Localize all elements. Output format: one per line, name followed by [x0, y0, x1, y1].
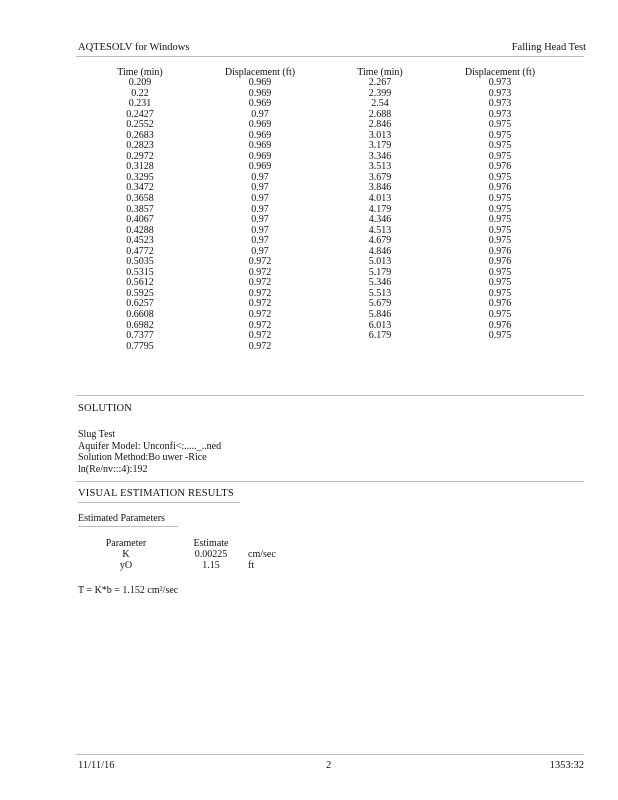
displacement-value: 0.975 — [488, 171, 512, 183]
param-estimate: 1.15 — [202, 560, 220, 571]
time-value: 3.179 — [368, 140, 392, 152]
displacement-value: 0.975 — [488, 150, 512, 162]
displacement-value: 0.975 — [488, 235, 512, 247]
displacement-value: 0.975 — [488, 140, 512, 152]
param-unit: ft — [248, 560, 255, 571]
displacement-value: 0.972 — [248, 266, 272, 278]
time-value: 4.179 — [368, 203, 392, 215]
solution-line: Aquifer Model: Unconfi<:....._..ned — [78, 440, 222, 452]
time-value: 0.4523 — [126, 235, 154, 247]
time-value: 5.179 — [368, 266, 392, 278]
col-header-disp-left: Displacement (ft) — [224, 67, 296, 78]
time-value: 0.2683 — [126, 129, 154, 141]
displacement-value: 0.973 — [488, 98, 512, 110]
column-time-left — [100, 78, 180, 352]
displacement-value: 0.969 — [248, 140, 272, 152]
footer-time: 1353:32 — [549, 760, 584, 771]
time-value: 4.846 — [368, 245, 392, 257]
time-value: 5.346 — [368, 277, 392, 289]
time-value: 3.013 — [368, 129, 392, 141]
displacement-value: 0.975 — [488, 224, 512, 236]
solution-details — [78, 429, 221, 475]
time-value: 0.231 — [128, 98, 152, 110]
transmissivity-formula: T = K*b = 1.152 cm²/sec — [78, 585, 179, 596]
visual-title-underline — [78, 502, 240, 503]
time-value: 0.3295 — [126, 171, 154, 183]
displacement-value: 0.969 — [248, 150, 272, 162]
time-value: 0.209 — [128, 77, 152, 88]
displacement-value: 0.969 — [248, 129, 272, 141]
displacement-value: 0.975 — [488, 214, 512, 226]
time-value: 4.513 — [368, 224, 392, 236]
solution-rule — [76, 481, 584, 482]
displacement-value: 0.97 — [251, 182, 269, 194]
time-value: 0.22 — [131, 87, 149, 99]
displacement-value: 0.976 — [488, 298, 512, 310]
visual-title: VISUAL ESTIMATION RESULTS — [78, 488, 234, 499]
displacement-value: 0.973 — [488, 87, 512, 99]
displacement-value: 0.975 — [488, 287, 512, 299]
displacement-value: 0.97 — [251, 245, 269, 257]
displacement-value: 0.972 — [248, 287, 272, 299]
time-value: 5.679 — [368, 298, 392, 310]
displacement-value: 0.97 — [251, 193, 269, 205]
time-value: 3.679 — [368, 171, 392, 183]
col-header-time-left: Time (min) — [117, 67, 163, 78]
footer-date: 11/11/16 — [78, 760, 115, 771]
footer-page-number: 2 — [326, 760, 332, 771]
time-value: 0.5035 — [126, 256, 154, 268]
displacement-value: 0.972 — [248, 298, 272, 310]
displacement-value: 0.97 — [251, 171, 269, 183]
time-value: 0.5315 — [126, 266, 154, 278]
solution-title: SOLUTION — [78, 403, 133, 414]
displacement-value: 0.97 — [251, 214, 269, 226]
time-value: 0.4067 — [126, 214, 154, 226]
displacement-value: 0.975 — [488, 203, 512, 215]
time-value: 0.3128 — [126, 161, 154, 173]
time-value: 0.3857 — [126, 203, 154, 215]
displacement-value: 0.97 — [251, 203, 269, 215]
displacement-value: 0.975 — [488, 330, 512, 342]
time-value: 3.346 — [368, 150, 392, 162]
time-value: 4.013 — [368, 193, 392, 205]
parameters-table — [96, 538, 298, 571]
time-value: 2.399 — [368, 87, 392, 99]
estimate-header: Estimate — [193, 538, 229, 549]
time-value: 2.688 — [368, 108, 392, 120]
time-value: 0.7795 — [126, 340, 154, 352]
displacement-value: 0.972 — [248, 330, 272, 342]
displacement-value: 0.975 — [488, 193, 512, 205]
time-value: 0.6608 — [126, 309, 154, 321]
param-unit: cm/sec — [248, 549, 276, 560]
displacement-value: 0.975 — [488, 277, 512, 289]
displacement-value: 0.972 — [248, 256, 272, 268]
time-value: 0.4772 — [126, 245, 154, 257]
time-value: 0.5612 — [126, 277, 154, 289]
time-value: 2.267 — [368, 77, 392, 88]
param-name: K — [122, 549, 130, 560]
time-value: 0.6982 — [126, 319, 154, 331]
displacement-value: 0.976 — [488, 182, 512, 194]
displacement-value: 0.969 — [248, 98, 272, 110]
solution-line: ln(Re/nv:::4):192 — [78, 463, 148, 475]
time-value: 0.5925 — [126, 287, 154, 299]
estimated-params-underline — [78, 526, 178, 527]
time-value: 0.2823 — [126, 140, 154, 152]
displacement-value: 0.969 — [248, 77, 272, 88]
param-row — [96, 549, 298, 560]
time-value: 0.4288 — [126, 224, 154, 236]
displacement-value: 0.976 — [488, 245, 512, 257]
displacement-value: 0.969 — [248, 119, 272, 131]
column-time-right — [340, 78, 420, 342]
displacement-value: 0.976 — [488, 256, 512, 268]
footer-rule — [76, 754, 584, 755]
displacement-value: 0.972 — [248, 309, 272, 321]
col-header-time-right: Time (min) — [357, 67, 403, 78]
displacement-value: 0.973 — [488, 108, 512, 120]
time-value: 0.7377 — [126, 330, 154, 342]
time-value: 5.513 — [368, 287, 392, 299]
displacement-value: 0.973 — [488, 77, 512, 88]
param-name: yO — [119, 560, 133, 571]
col-header-disp-right: Displacement (ft) — [464, 67, 536, 78]
time-value: 5.013 — [368, 256, 392, 268]
displacement-value: 0.976 — [488, 319, 512, 331]
displacement-value: 0.972 — [248, 319, 272, 331]
displacement-value: 0.975 — [488, 129, 512, 141]
displacement-value: 0.975 — [488, 309, 512, 321]
param-row — [96, 560, 298, 571]
displacement-value: 0.969 — [248, 87, 272, 99]
solution-line: Solution Method:Bo uwer -Rice — [78, 452, 207, 463]
solution-line: Slug Test — [78, 429, 116, 440]
time-value: 0.3658 — [126, 193, 154, 205]
displacement-value: 0.97 — [251, 108, 269, 120]
table-rule — [76, 395, 584, 396]
column-disp-right — [465, 78, 535, 342]
displacement-value: 0.975 — [488, 119, 512, 131]
displacement-value: 0.969 — [248, 161, 272, 173]
time-value: 0.2427 — [126, 108, 154, 120]
time-value: 4.679 — [368, 235, 392, 247]
header-test-title: Falling Head Test — [511, 42, 586, 53]
header-app-title: AQTESOLV for Windows — [78, 42, 190, 53]
time-value: 0.2552 — [126, 119, 154, 131]
time-value: 3.846 — [368, 182, 392, 194]
time-value: 2.846 — [368, 119, 392, 131]
time-value: 6.179 — [368, 330, 392, 342]
param-estimate: 0.00225 — [194, 549, 228, 560]
displacement-value: 0.972 — [248, 340, 272, 352]
displacement-value: 0.97 — [251, 224, 269, 236]
estimated-params-label: Estimated Parameters — [78, 513, 165, 524]
time-value: 4.346 — [368, 214, 392, 226]
header-rule — [76, 56, 584, 57]
time-value: 0.3472 — [126, 182, 154, 194]
displacement-value: 0.975 — [488, 266, 512, 278]
time-value: 3.513 — [368, 161, 392, 173]
time-value: 6.013 — [368, 319, 392, 331]
displacement-value: 0.976 — [488, 161, 512, 173]
displacement-value: 0.97 — [251, 235, 269, 247]
displacement-value: 0.972 — [248, 277, 272, 289]
time-value: 5.846 — [368, 309, 392, 321]
time-value: 2.54 — [371, 98, 389, 110]
column-disp-left — [225, 78, 295, 352]
time-value: 0.2972 — [126, 150, 154, 162]
param-header: Parameter — [105, 538, 147, 549]
time-value: 0.6257 — [126, 298, 154, 310]
